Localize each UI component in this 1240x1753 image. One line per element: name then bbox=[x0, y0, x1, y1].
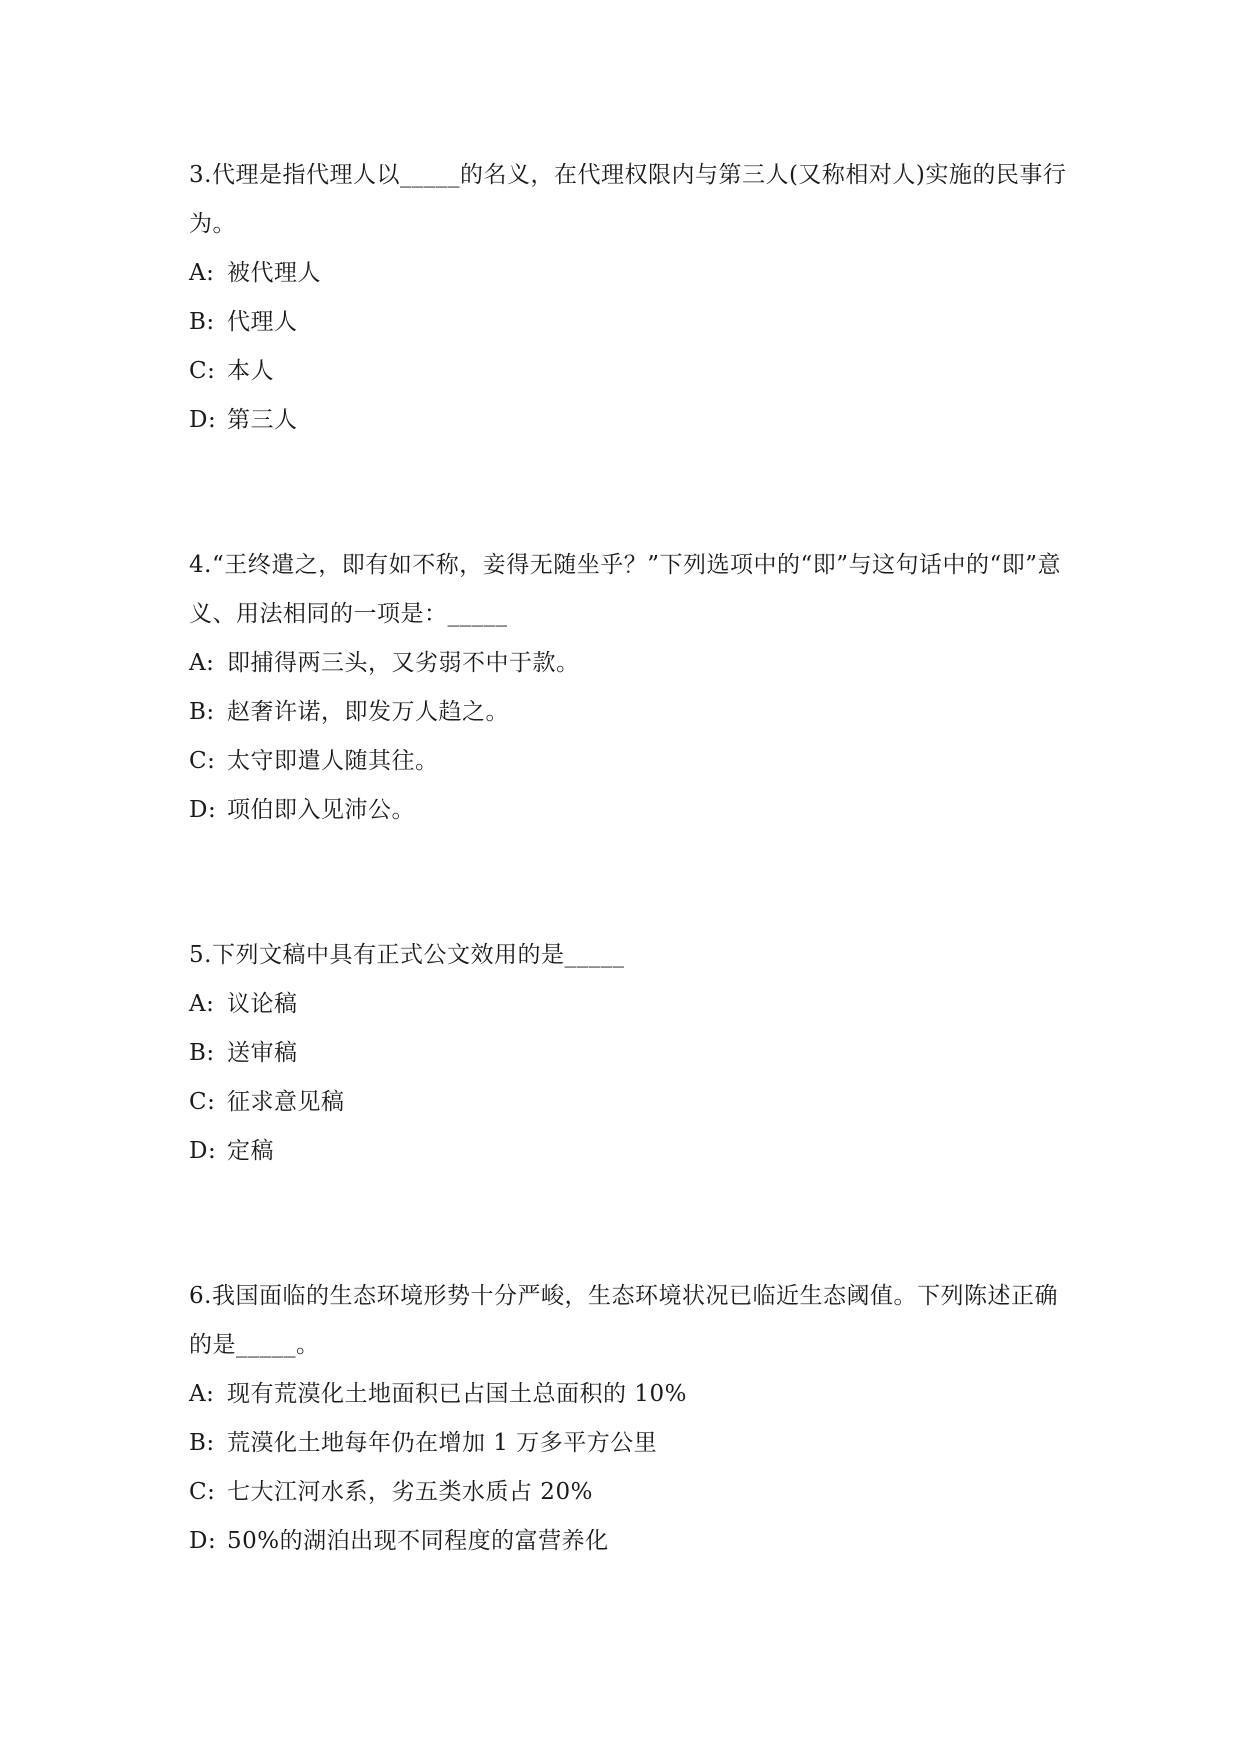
option-letter: D: bbox=[189, 407, 217, 433]
option-letter: D: bbox=[189, 797, 217, 823]
option-letter: B: bbox=[189, 1430, 215, 1456]
option-text: 50%的湖泊出现不同程度的富营养化 bbox=[227, 1528, 609, 1554]
option-letter: C: bbox=[189, 358, 216, 384]
option-letter: C: bbox=[189, 1089, 216, 1115]
question-5 bbox=[189, 931, 1069, 1176]
option-letter: A: bbox=[189, 650, 215, 676]
option-text: 赵奢许诺，即发万人趋之。 bbox=[227, 699, 509, 725]
option-a bbox=[189, 639, 1069, 688]
option-text: 代理人 bbox=[227, 309, 298, 335]
option-d bbox=[189, 1517, 1069, 1566]
question-stem: 3.代理是指代理人以_____的名义，在代理权限内与第三人(又称相对人)实施的民事行为。 bbox=[189, 162, 1067, 237]
question-stem: 6.我国面临的生态环境形势十分严峻，生态环境状况已临近生态阈值。下列陈述正确的是_____。 bbox=[189, 1283, 1058, 1358]
option-a bbox=[189, 249, 1069, 298]
option-letter: C: bbox=[189, 748, 216, 774]
option-text: 议论稿 bbox=[227, 991, 298, 1017]
option-letter: C: bbox=[189, 1479, 216, 1505]
question-3 bbox=[189, 151, 1069, 445]
option-text: 现有荒漠化土地面积已占国土总面积的 10% bbox=[227, 1381, 687, 1407]
question-4 bbox=[189, 541, 1069, 835]
option-letter: A: bbox=[189, 1381, 215, 1407]
option-c bbox=[189, 347, 1069, 396]
option-letter: A: bbox=[189, 260, 215, 286]
option-a bbox=[189, 980, 1069, 1029]
option-d bbox=[189, 396, 1069, 445]
option-text: 送审稿 bbox=[227, 1040, 298, 1066]
option-c bbox=[189, 1468, 1069, 1517]
option-text: 征求意见稿 bbox=[227, 1089, 345, 1115]
option-b bbox=[189, 1029, 1069, 1078]
option-b bbox=[189, 1419, 1069, 1468]
option-text: 定稿 bbox=[227, 1138, 274, 1164]
option-letter: D: bbox=[189, 1528, 217, 1554]
option-letter: B: bbox=[189, 699, 215, 725]
option-b bbox=[189, 688, 1069, 737]
option-text: 太守即遣人随其往。 bbox=[227, 748, 439, 774]
option-a bbox=[189, 1370, 1069, 1419]
question-stem: 5.下列文稿中具有正式公文效用的是_____ bbox=[189, 942, 625, 968]
question-stem: 4.“王终遣之，即有如不称，妾得无随坐乎？”下列选项中的“即”与这句话中的“即”意义、用法相同的一项是：_____ bbox=[189, 552, 1061, 627]
option-text: 荒漠化土地每年仍在增加 1 万多平方公里 bbox=[227, 1430, 658, 1456]
option-c bbox=[189, 737, 1069, 786]
option-letter: B: bbox=[189, 309, 215, 335]
option-letter: D: bbox=[189, 1138, 217, 1164]
option-text: 即捕得两三头，又劣弱不中于款。 bbox=[227, 650, 580, 676]
question-6 bbox=[189, 1272, 1069, 1566]
option-text: 被代理人 bbox=[227, 260, 321, 286]
option-d bbox=[189, 786, 1069, 835]
option-text: 七大江河水系，劣五类水质占 20% bbox=[227, 1479, 593, 1505]
option-c bbox=[189, 1078, 1069, 1127]
option-text: 本人 bbox=[227, 358, 274, 384]
option-text: 第三人 bbox=[227, 407, 298, 433]
option-b bbox=[189, 298, 1069, 347]
option-letter: A: bbox=[189, 991, 215, 1017]
option-d bbox=[189, 1127, 1069, 1176]
option-text: 项伯即入见沛公。 bbox=[227, 797, 415, 823]
option-letter: B: bbox=[189, 1040, 215, 1066]
